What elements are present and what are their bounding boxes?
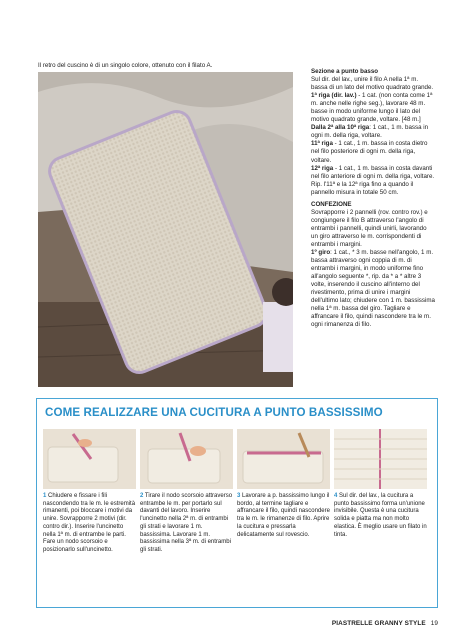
instructions-column (311, 68, 435, 330)
giro-1 (311, 249, 435, 329)
page-number: 19 (430, 620, 438, 627)
row-1-text: - 1 cat. (non conta come 1ª m. anche nelle righe seg.), lavorare 48 m. basse in modo uniforme lungo il lato del motivo quadrato grande, voltare. [48 m.] (311, 92, 433, 124)
row-12 (311, 165, 435, 181)
row-11-label: 11ª riga (311, 140, 333, 148)
section-title-punto-basso: Sezione a punto basso (311, 68, 379, 75)
section-intro: Sul dir. del lav., unire il filo A nella 1ª m. bassa di un lato del motivo quadrato grande. (311, 76, 434, 92)
step-2-number: 2 (140, 493, 144, 499)
step-1-photo (43, 429, 136, 489)
confezione-intro: Sovrapporre i 2 pannelli (rov. contro rov.) e congiungere il filo B attraverso l'angolo di entrambi i pannelli, quindi unirli, lavorando un giro attraverso le m. corrispondenti di entrambi i margini. (311, 208, 428, 248)
row-1-label: 1ª riga (dir. lav.) (311, 92, 357, 100)
step-3-number: 3 (237, 493, 241, 499)
step-4-photo (334, 429, 427, 489)
section-title-confezione: CONFEZIONE (311, 200, 352, 208)
step-2-body: Tirare il nodo scorsoio attraverso entrambe le m. per portarlo sul davanti del lavoro. Inserire l'uncinetto nella 2ª m. di entrambi gli strati e lavorare 1 m. bassissima. Lavorare 1 m. bassissima nella 3ª m. di entrambi gli strati. (140, 493, 233, 553)
rows-2-10 (311, 124, 435, 140)
footer-title: PIASTRELLE GRANNY STYLE (331, 620, 426, 627)
step-4-number: 4 (334, 493, 338, 499)
step-3-photo (237, 429, 330, 489)
repeat-text: Rip. l'11ª e la 12ª riga fino a quando il pannello misura in totale 50 cm. (311, 180, 414, 196)
row-11-text: - 1 cat., 1 m. bassa in costa dietro nel filo posteriore di ogni m. della riga, voltare. (311, 140, 428, 164)
step-3-text (237, 493, 330, 539)
step-1-body: Chiudere e fissare i fili nascondendo tra le m. le estremità rimanenti, poi bloccare i motivi da unire. Sovrapporre 2 motivi (dir. contro dir.). Inserire l'uncinetto nella 1ª m. di entrambe le parti. Fare un nodo scorsoio e posizionarlo sull'uncinetto. (43, 493, 136, 553)
tutorial-panel (36, 398, 438, 608)
row-1 (311, 92, 435, 124)
photo-caption: Il retro del cuscino è di un singolo colore, ottenuto con il filato A. (38, 62, 213, 69)
cushion-photo (38, 72, 293, 387)
panel-title: COME REALIZZARE UNA CUCITURA A PUNTO BASSISSIMO (45, 406, 383, 419)
row-12-label: 12ª riga (311, 164, 334, 172)
row-12-text: - 1 cat., 1 m. bassa in costa davanti nel filo anteriore di ogni m. della riga, voltare. (311, 164, 435, 180)
rows-2-10-text: : 1 cat., 1 m. bassa in ogni m. della riga, voltare. (311, 124, 429, 140)
step-1-text (43, 493, 136, 555)
step-2 (140, 429, 233, 555)
giro-1-text: : 1 cat., * 3 m. basse nell'angolo, 1 m. bassa attraverso ogni coppia di m. di entrambi i margini, in modo uniforme fino all'angolo seguente *, rip. da * a * altre 3 volte, inserendo il cuscino all'interno del rivestimento, prima di unire i margini dell'ultimo lato; chiudere con 1 m. bassissima nella 1ª m. bassa del giro. Tagliare e affrancare il filo, quindi nascondere tra le m. ogni rimanenza di filo. (311, 249, 435, 329)
step-2-photo (140, 429, 233, 489)
page-footer (332, 620, 438, 627)
row-11 (311, 140, 435, 164)
step-4-text (334, 493, 427, 539)
rows-2-10-label: Dalla 2ª alla 10ª riga (311, 124, 370, 132)
step-3-body: Lavorare a p. bassissimo lungo il bordo, al termine tagliare e affrancare il filo, quindi nascondere tra le m. le rimanenze di filo. Aprire la cucitura e pressarla delicatamente sul rovescio. (237, 493, 330, 538)
step-3 (237, 429, 330, 539)
step-2-text (140, 493, 233, 555)
step-1 (43, 429, 136, 555)
step-4 (334, 429, 427, 539)
giro-1-label: 1º giro (311, 249, 331, 257)
step-1-number: 1 (43, 493, 47, 499)
step-4-body: Sul dir. del lav., la cucitura a punto bassissimo forma un'unione invisibile. Questa è una cucitura solida e piatta ma non molto elastica. È meglio usare un filato in tinta. (334, 493, 427, 538)
